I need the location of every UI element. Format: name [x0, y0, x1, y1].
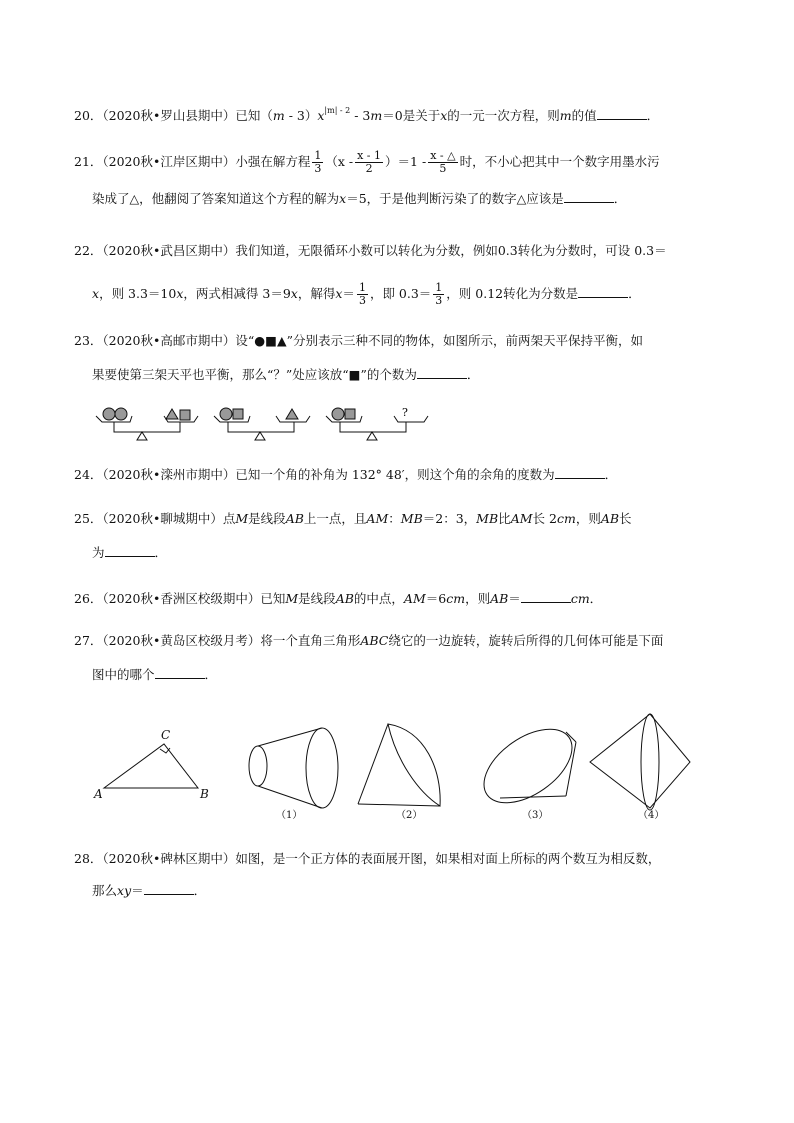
var-AB: AB [490, 591, 509, 606]
question-text: ： [388, 511, 401, 526]
question-number: 23． [74, 333, 103, 348]
circle-object [103, 408, 115, 420]
question-source: （2020秋•江岸区期中） [102, 154, 236, 169]
question-text: 绕它的一边旋转，旋转后所得的几何体可能是下面 [388, 633, 664, 648]
question-text: 设“●■▲”分别表示三种不同的物体，如图所示，前两架天平保持平衡，如 [235, 333, 643, 348]
circle-object [220, 408, 232, 420]
fraction [312, 150, 323, 175]
period: ． [604, 467, 618, 482]
square-object [345, 409, 355, 419]
question-text: ＝0是关于 [382, 108, 441, 123]
question-23 [74, 330, 724, 352]
question-23-line2 [92, 364, 479, 386]
question-20 [74, 100, 724, 127]
denominator: 3 [435, 294, 443, 307]
label-b: B [200, 787, 209, 801]
answer-blank[interactable] [578, 283, 628, 298]
question-text: ，则 [465, 591, 491, 606]
question-text: 是线段 [248, 511, 286, 526]
numerator: 1 [314, 149, 322, 162]
question-text: 点 [222, 511, 236, 526]
period: ． [589, 591, 603, 606]
answer-blank[interactable] [597, 105, 647, 120]
var-AB: AB [285, 511, 304, 526]
period: ． [613, 191, 627, 206]
question-text: ）＝1 - [385, 154, 427, 169]
question-text: 如图，是一个正方体的表面展开图，如果相对面上所标的两个数互为相反数， [235, 851, 661, 866]
cone-shape [358, 724, 440, 806]
numerator: 1 [358, 281, 366, 294]
question-text: 的值 [571, 108, 597, 123]
answer-blank[interactable] [521, 588, 571, 603]
question-text: 我们知道，无限循环小数可以转化为分数，例如0.3转化为分数时，可设 0.3＝ [235, 243, 667, 258]
answer-blank[interactable] [105, 542, 155, 557]
question-source: （2020秋•香洲区校级期中） [102, 591, 261, 606]
question-text: - 3 [350, 108, 371, 123]
question-number: 20． [74, 108, 103, 123]
answer-blank[interactable] [417, 364, 467, 379]
question-mark: ? [402, 406, 408, 419]
question-text: ＝5，于是他判断污染了的数字△应该是 [346, 191, 564, 206]
fraction [433, 282, 444, 307]
right-triangle-abc [104, 744, 198, 788]
question-number: 27． [74, 633, 103, 648]
question-22-line2 [92, 282, 641, 307]
var-M: M [285, 591, 299, 606]
period: ． [646, 108, 660, 123]
circle-object [115, 408, 127, 420]
question-text: 时，不小心把其中一个数字用墨水污 [459, 154, 660, 169]
fraction [428, 150, 457, 175]
square-object [180, 410, 190, 420]
question-text: 已知一个角的补角为 132° 48′，则这个角的余角的度数为 [235, 467, 555, 482]
question-28-line2 [92, 880, 206, 902]
balance-3 [326, 408, 428, 440]
period: ． [154, 545, 168, 560]
question-28 [74, 848, 724, 870]
denominator: 5 [439, 162, 447, 175]
balance-1 [96, 408, 198, 440]
question-text: 上一点，且 [303, 511, 367, 526]
var-x: x [317, 108, 325, 123]
answer-blank[interactable] [144, 880, 194, 895]
question-text: ，则 3.3＝10 [99, 286, 177, 301]
frustum-shape [249, 728, 338, 808]
question-text: 长 [619, 511, 632, 526]
triangle-object [166, 409, 178, 419]
question-source: （2020秋•碑林区期中） [102, 851, 236, 866]
balance-scales-figure [92, 398, 422, 448]
var-x: x [335, 286, 343, 301]
answer-blank[interactable] [564, 188, 614, 203]
question-text: 小强在解方程 [235, 154, 311, 169]
question-text: ＝2：3， [422, 511, 477, 526]
question-source: （2020秋•聊城期中） [102, 511, 223, 526]
question-25 [74, 508, 724, 530]
question-text: 果要使第三架天平也平衡，那么“？”处应该放“■”的个数为 [92, 367, 417, 382]
var-m: m [559, 108, 572, 123]
question-text: 染成了△，他翻阅了答案知道这个方程的解为 [92, 191, 340, 206]
label-c: C [161, 728, 171, 742]
question-text: ＝6 [425, 591, 447, 606]
period: ． [204, 667, 218, 682]
question-text: 将一个直角三角形 [260, 633, 361, 648]
question-number: 21． [74, 154, 103, 169]
question-text: ，则 [575, 511, 601, 526]
question-number: 22． [74, 243, 103, 258]
question-25-line2 [92, 542, 167, 564]
question-text: ，即 0.3＝ [369, 286, 432, 301]
exponent: |m| - 2 [324, 106, 351, 115]
question-26 [74, 588, 724, 610]
question-27-line2 [92, 664, 217, 686]
figure-1-label: （1） [276, 810, 303, 821]
numerator: x - 1 [357, 149, 382, 162]
question-text: 的中点， [353, 591, 404, 606]
question-text: 那么 [92, 883, 118, 898]
double-cone-shape [590, 714, 690, 810]
question-22 [74, 240, 724, 262]
question-text: ，则 0.12转化为分数是 [446, 286, 579, 301]
question-24 [74, 464, 724, 486]
question-source: （2020秋•武昌区期中） [102, 243, 236, 258]
question-text: （x - [325, 154, 354, 169]
question-text: 为 [92, 545, 105, 560]
question-number: 24． [74, 467, 103, 482]
var-M: M [235, 511, 249, 526]
question-text: - 3） [284, 108, 318, 123]
question-text: ＝ [342, 286, 355, 301]
question-text: 已知 [260, 591, 286, 606]
var-AM: AM [510, 511, 533, 526]
period: ． [193, 883, 207, 898]
fraction [357, 282, 368, 307]
var-AM: AM [403, 591, 426, 606]
var-MB: MB [400, 511, 423, 526]
question-text: 的一元一次方程，则 [447, 108, 560, 123]
question-number: 25． [74, 511, 103, 526]
circle-object [332, 408, 344, 420]
figure-4-label: （4） [638, 810, 665, 821]
unit-cm: cm [570, 591, 590, 606]
var-xy: xy [117, 883, 132, 898]
question-21-line2 [92, 188, 626, 210]
answer-blank[interactable] [555, 464, 605, 479]
numerator: x - △ [430, 149, 456, 162]
period: ． [466, 367, 480, 382]
question-number: 26． [74, 591, 103, 606]
denominator: 3 [314, 162, 322, 175]
question-27 [74, 630, 724, 652]
var-AB: AB [600, 511, 620, 526]
slanted-cone-shape [471, 714, 585, 817]
var-m: m [272, 108, 285, 123]
var-MB: MB [476, 511, 499, 526]
var-x: x [290, 286, 298, 301]
question-number: 28． [74, 851, 103, 866]
square-object [233, 409, 243, 419]
var-AB: AB [335, 591, 354, 606]
question-source: （2020秋•高邮市期中） [102, 333, 236, 348]
var-x: x [176, 286, 184, 301]
figure-3-label: （3） [522, 810, 549, 821]
question-text: 是线段 [298, 591, 336, 606]
question-source: （2020秋•黄岛区校级月考） [102, 633, 261, 648]
var-AM: AM [366, 511, 389, 526]
question-text: 比 [498, 511, 511, 526]
question-text: ＝ [131, 883, 144, 898]
answer-blank[interactable] [155, 664, 205, 679]
question-text: 已知（ [235, 108, 273, 123]
var-x: x [339, 191, 347, 206]
question-21 [74, 150, 724, 175]
label-a: A [94, 787, 103, 801]
question-text: 长 2 [532, 511, 557, 526]
balance-2 [214, 408, 310, 440]
triangle-object [286, 409, 298, 419]
fraction [355, 150, 383, 175]
var-ABC: ABC [360, 633, 389, 648]
question-source: （2020秋•罗山县期中） [102, 108, 236, 123]
question-text: ＝ [508, 591, 521, 606]
question-text: 图中的哪个 [92, 667, 155, 682]
denominator: 3 [358, 294, 366, 307]
unit-cm: cm [556, 511, 576, 526]
period: ． [628, 286, 641, 301]
rotation-solids-figure [90, 722, 670, 830]
question-source: （2020秋•滦州市期中） [102, 467, 236, 482]
unit-cm: cm [446, 591, 466, 606]
denominator: 2 [365, 162, 373, 175]
question-text: ，两式相减得 3＝9 [183, 286, 291, 301]
var-x: x [440, 108, 448, 123]
question-text: ，解得 [297, 286, 336, 301]
var-m: m [370, 108, 383, 123]
numerator: 1 [435, 281, 443, 294]
figure-2-label: （2） [396, 810, 423, 821]
var-x: x [92, 286, 100, 301]
